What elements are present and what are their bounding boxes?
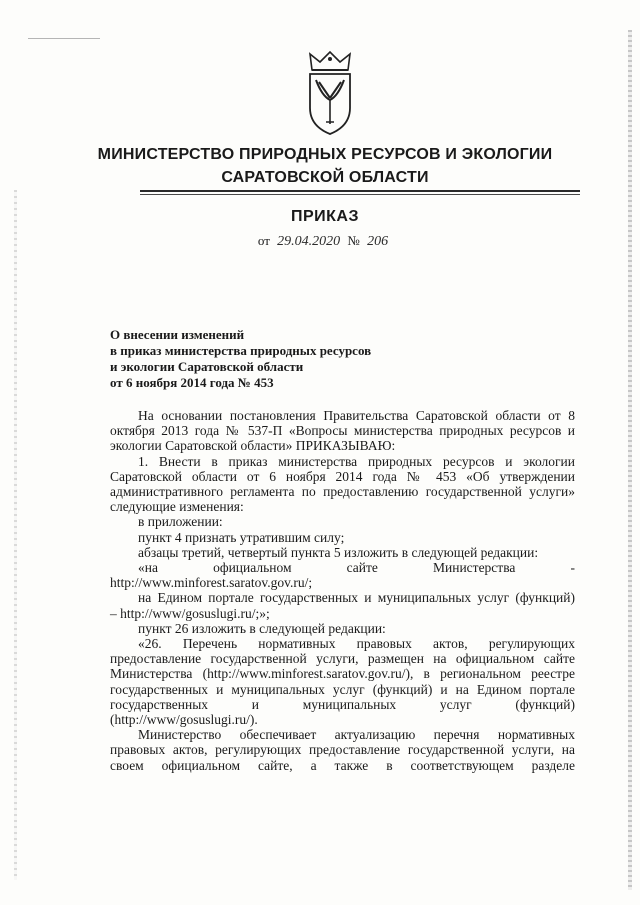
ministry-name-line2: САРАТОВСКОЙ ОБЛАСТИ — [221, 169, 429, 186]
order-number: 206 — [367, 234, 389, 249]
body-line: экологии Саратовской области» ПРИКАЗЫВАЮ: — [110, 438, 396, 454]
date-prefix: от — [257, 233, 270, 248]
order-body — [110, 408, 575, 773]
body-line: 1. Внести в приказ министерства природных ресурсов и экологии — [138, 453, 575, 469]
order-subject — [110, 327, 470, 391]
body-line: своем официальном сайте, а также в соответствующем разделе — [110, 757, 575, 773]
body-line: государственных и муниципальных услуг (функций) и на Едином портале — [110, 681, 575, 697]
body-line: правовых актов, регулирующих предоставление государственной услуги, на — [110, 742, 575, 758]
body-line: предоставление государственной услуги, размещен на официальном сайте — [110, 651, 575, 667]
body-line: (http://www/gosuslugi.ru/). — [110, 712, 258, 728]
scan-edge-right — [628, 30, 632, 890]
ministry-name — [60, 143, 590, 189]
subject-line: в приказ министерства природных ресурсов — [110, 343, 372, 358]
body-line: «26. Перечень нормативных правовых актов, регулирующих — [138, 636, 575, 652]
number-prefix: № — [347, 233, 360, 248]
order-date-line — [60, 233, 590, 250]
header-rule — [140, 190, 580, 192]
body-line: государственных и муниципальных услуг (функций) — [110, 696, 575, 712]
scan-mark — [28, 38, 100, 39]
body-line: следующие изменения: — [110, 499, 244, 515]
body-line: абзацы третий, четвертый пункта 5 изложить в следующей редакции: — [138, 544, 539, 560]
body-line: Саратовской области от 6 ноября 2014 года № 453 «Об утверждении — [110, 468, 575, 484]
scan-edge-left — [14, 190, 17, 880]
header-rule-thin — [140, 194, 580, 195]
order-date: 29.04.2020 — [277, 234, 341, 249]
subject-line: и экологии Саратовской области — [110, 359, 304, 374]
subject-line: от 6 ноября 2014 года № 453 — [110, 375, 274, 390]
saratov-coat-of-arms-icon — [304, 50, 356, 136]
body-line: пункт 26 изложить в следующей редакции: — [138, 620, 386, 636]
body-line: октября 2013 года № 537-П «Вопросы министерства природных ресурсов и — [110, 423, 575, 439]
body-line: в приложении: — [138, 514, 223, 530]
subject-line: О внесении изменений — [110, 327, 245, 342]
ministry-name-line1: МИНИСТЕРСТВО ПРИРОДНЫХ РЕСУРСОВ И ЭКОЛОГИИ — [97, 146, 553, 163]
body-line: на Едином портале государственных и муниципальных услуг (функций) — [138, 590, 575, 606]
body-line: административного регламента по предоставлению государственной услуги» — [110, 484, 575, 500]
body-line: – http://www/gosuslugi.ru/;»; — [110, 605, 270, 621]
order-title: ПРИКАЗ — [290, 208, 359, 225]
body-line: «на официальном сайте Министерства - — [138, 560, 575, 576]
body-line: На основании постановления Правительства Саратовской области от 8 — [138, 408, 575, 423]
body-line: Министерство обеспечивает актуализацию перечня нормативных — [138, 727, 575, 743]
body-line: пункт 4 признать утратившим силу; — [138, 529, 345, 545]
body-line: Министерства (http://www.minforest.saratov.gov.ru/), в региональном реестре — [110, 666, 575, 682]
body-line: http://www.minforest.saratov.gov.ru/; — [110, 575, 313, 591]
